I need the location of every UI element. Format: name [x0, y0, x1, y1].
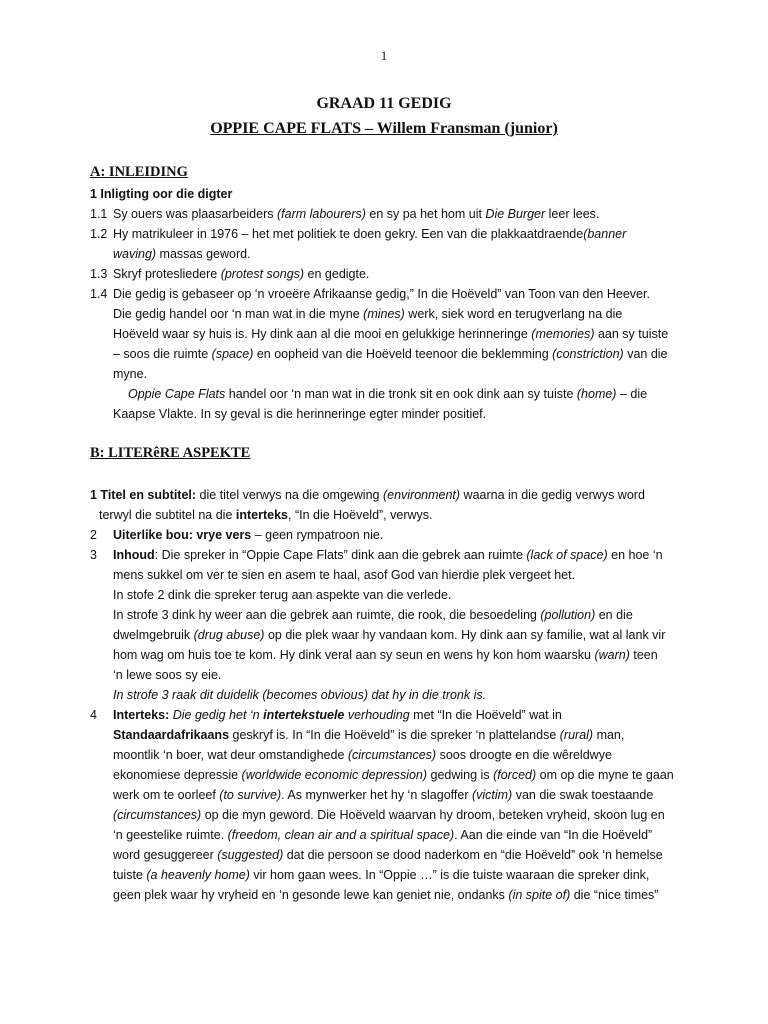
item-text: Sy ouers was plaasarbeiders (farm labourers) en sy pa het hom uit Die Burger leer lees. — [113, 207, 600, 221]
item-b4-line: moontlik ‘n boer, wat deur omstandighede (circumstances) soos droogte en die wêreldwye — [113, 748, 612, 762]
item-1-1 — [0, 204, 768, 224]
item-b4-line: word gesuggereer (suggested) dat die persoon se dood naderkom en “die Hoëveld” ook ‘n hemelse — [113, 848, 663, 862]
item-b4-line: werk om te oorleef (to survive). As mynwerker het hy ‘n slagoffer (victim) van die swak toestaande — [113, 788, 654, 802]
item-number: 1.4 — [90, 287, 108, 301]
item-b3-line: mens sukkel om ver te sien en asem te haal, asof God van hierdie plek vergeet het. — [113, 568, 576, 582]
item-1-2-cont: waving) massas geword. — [113, 247, 251, 261]
item-b1-cont: terwyl die subtitel na die interteks, “In die Hoëveld”, verwys. — [99, 508, 433, 522]
item-b3-line: ‘n lewe soos sy eie. — [113, 668, 222, 682]
section-a-subheading: 1 Inligting oor die digter — [90, 187, 233, 201]
item-number: 3 — [90, 548, 97, 562]
item-text: Skryf protesliedere (protest songs) en gedigte. — [113, 267, 370, 281]
item-b4-line: ekonomiese depressie (worldwide economic depression) gedwing is (forced) om op die myne te gaan — [113, 768, 674, 782]
document-title: GRAAD 11 GEDIG — [316, 95, 452, 112]
item-b4-line: tuiste (a heavenly home) vir hom gaan wees. In “Oppie …” is die tuiste waaraan die spreker dink, — [113, 868, 650, 882]
item-b3-line: dwelmgebruik (drug abuse) op die plek waar hy vandaan kom. Hy dink aan sy familie, wat al lank vir — [113, 628, 666, 642]
item-1-4-line: – soos die ruimte (space) en oopheid van die Hoëveld teenoor die beklemming (constriction) van die — [113, 347, 668, 361]
item-number: 4 — [90, 708, 97, 722]
item-b3 — [0, 545, 768, 565]
item-b2 — [0, 525, 768, 545]
item-number: 1.3 — [90, 267, 108, 281]
section-b-heading: B: LITERêRE ASPEKTE — [90, 445, 251, 461]
item-1-4-line: Kaapse Vlakte. In sy geval is die herinneringe egter minder positief. — [113, 407, 487, 421]
item-1-4 — [0, 284, 768, 304]
page-number: 1 — [380, 48, 388, 63]
item-b3-line: In strofe 3 raak dit duidelik (becomes obvious) dat hy in die tronk is. — [113, 688, 487, 702]
document-subtitle: OPPIE CAPE FLATS – Willem Fransman (junior) — [210, 120, 558, 137]
item-text: Die gedig is gebaseer op ‘n vroeëre Afrikaanse gedig,” In die Hoëveld” van Toon van den Heever. — [113, 287, 650, 301]
item-1-3 — [0, 264, 768, 284]
item-text: Hy matrikuleer in 1976 – het met politiek te doen gekry. Een van die plakkaatdraende(banner — [113, 227, 627, 241]
item-1-4-line: Hoëveld waar sy huis is. Hy dink aan al die mooi en gelukkige herinneringe (memories) aan sy tuiste — [113, 327, 669, 341]
item-text: Inhoud: Die spreker in “Oppie Cape Flats” dink aan die gebrek aan ruimte (lack of space) en hoe ‘n — [113, 548, 663, 562]
section-a-heading: A: INLEIDING — [90, 164, 188, 180]
item-text: Uiterlike bou: vrye vers – geen rympatroon nie. — [113, 528, 384, 542]
item-1-4-line: myne. — [113, 367, 148, 381]
item-b4-line: (circumstances) op die myn geword. Die Hoëveld waarvan hy droom, beteken vryheid, skoon lug en — [113, 808, 665, 822]
item-b3-line: hom wag om huis toe te kom. Hy dink veral aan sy seun en wens hy kon hom waarsku (warn) teen — [113, 648, 658, 662]
item-b4-line: ‘n geestelike ruimte. (freedom, clean air and a spiritual space). Aan die einde van “In die Hoëveld” — [113, 828, 653, 842]
item-b1: 1 Titel en subtitel: die titel verwys na die omgewing (environment) waarna in die gedig verwys word — [90, 488, 645, 502]
item-text: Interteks: Die gedig het ‘n intertekstuele verhouding met “In die Hoëveld” wat in — [113, 708, 562, 722]
item-b4 — [0, 705, 768, 725]
item-1-4-line: Oppie Cape Flats handel oor ‘n man wat in die tronk sit en ook dink aan sy tuiste (home) – die — [128, 387, 648, 401]
item-1-4-line: Die gedig handel oor ‘n man wat in die myne (mines) werk, siek word en terugverlang na die — [113, 307, 623, 321]
item-1-2 — [0, 224, 768, 244]
item-b4-line: Standaardafrikaans geskryf is. In “In die Hoëveld” is die spreker ‘n plattelandse (rural) man, — [113, 728, 625, 742]
item-number: 1.2 — [90, 227, 108, 241]
item-b3-line: In strofe 3 dink hy weer aan die gebrek aan ruimte, die rook, die besoedeling (pollution) en die — [113, 608, 633, 622]
item-number: 1.1 — [90, 207, 108, 221]
item-b4-line: geen plek waar hy vryheid en ‘n gesonde lewe kan geniet nie, ondanks (in spite of) die “nice times” — [113, 888, 659, 902]
item-number: 2 — [90, 528, 97, 542]
item-b3-line: In stofe 2 dink die spreker terug aan aspekte van die verlede. — [113, 588, 452, 602]
